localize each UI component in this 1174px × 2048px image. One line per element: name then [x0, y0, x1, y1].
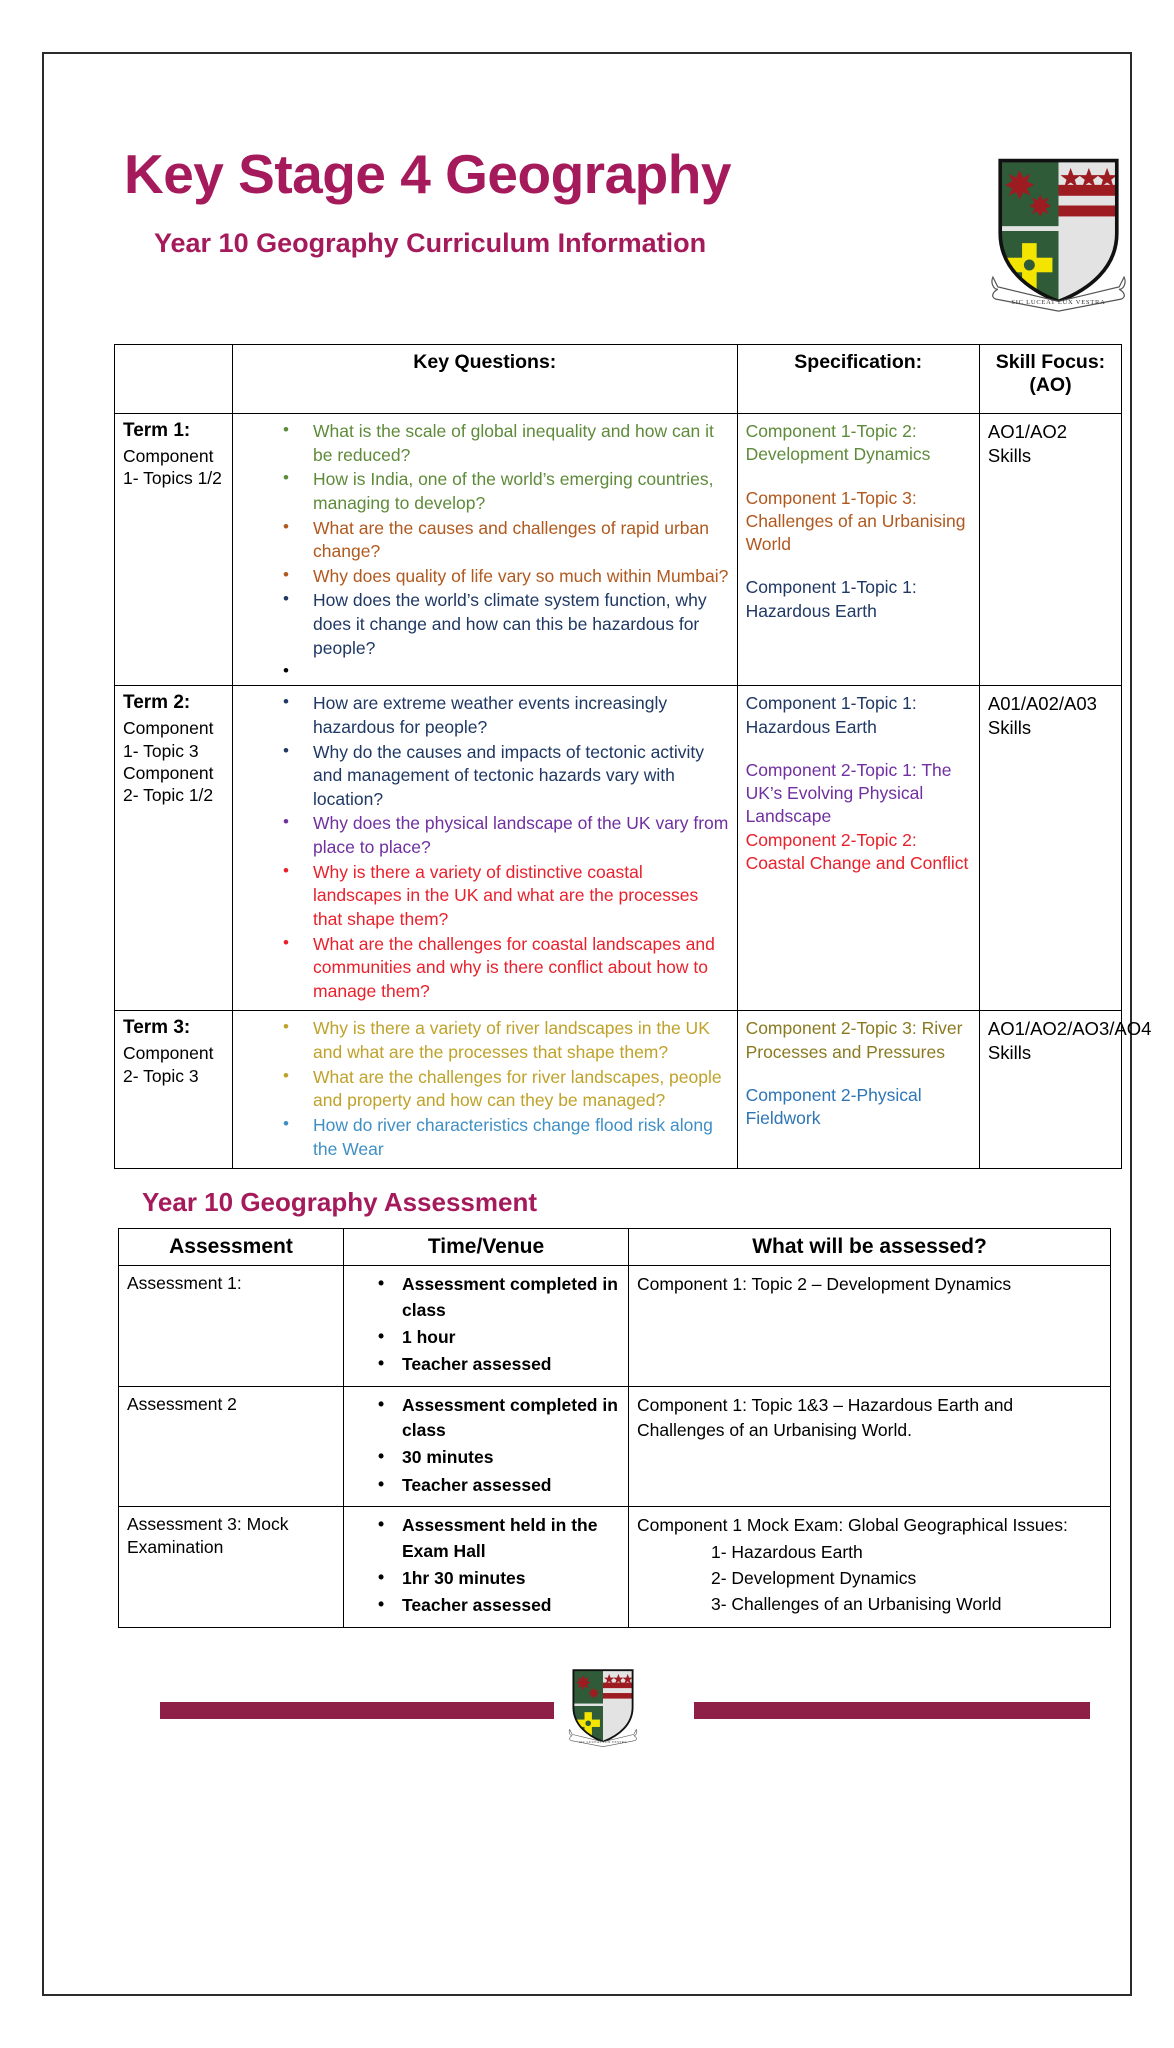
skill-focus-line2: (AO) [1029, 374, 1072, 396]
spec-spacer [746, 739, 971, 759]
specification-line: Component 2-Physical Fieldwork [745, 1084, 922, 1129]
term-label: Term 2: [123, 692, 191, 714]
skill-focus-cell [979, 1011, 1152, 1169]
what-assessed-cell [629, 1266, 1111, 1387]
term-subtitle: Component 2- Topic 3 [123, 1043, 214, 1086]
time-venue-item: • 1 hour [378, 1325, 620, 1350]
assessment-header-row [119, 1229, 1111, 1266]
time-venue-item: • Assessment completed in class [378, 1272, 620, 1323]
time-venue-item: • Teacher assessed [378, 1473, 620, 1498]
time-venue-item: • 30 minutes [378, 1445, 620, 1470]
skill-focus-cell [979, 414, 1121, 686]
key-question-item: • Why do the causes and impacts of tectonic activity and management of tectonic hazards vary with location? [283, 741, 729, 812]
key-questions-list [241, 692, 729, 1003]
skill-focus-line1: Skill Focus: [995, 351, 1106, 373]
assessment-body [119, 1266, 1111, 1628]
assessment-name-cell [119, 1266, 344, 1387]
assessment-name-cell [119, 1386, 344, 1507]
assessment-table [118, 1228, 1111, 1628]
skill-focus-cell [979, 686, 1121, 1011]
term-subtitle: Component 1- Topics 1/2 [123, 446, 222, 489]
what-assessed-numbered-list [637, 1539, 1102, 1618]
header-term [115, 345, 233, 414]
key-question-item: • Why is there a variety of distinctive coastal landscapes in the UK and what are the processes that shape them? [283, 861, 729, 932]
time-venue-list [352, 1272, 620, 1378]
assessment-row [119, 1266, 1111, 1387]
specification-line: Component 1-Topic 3: Challenges of an Urbanising World [745, 487, 966, 555]
document-footer [114, 1644, 1148, 1794]
time-venue-item: • Assessment completed in class [378, 1393, 620, 1444]
key-questions-list [241, 420, 729, 678]
spec-spacer [746, 556, 971, 576]
curriculum-table [114, 344, 1152, 1169]
crest-motto-text-footer: SIC LUCEAT LUX VESTRA [579, 1739, 627, 1744]
term-subtitle: Component 1- Topic 3 Component 2- Topic 1/2 [123, 718, 214, 806]
term-cell [115, 414, 233, 686]
assessment-header-assessment: Assessment [119, 1229, 344, 1266]
footer-bar-left [160, 1702, 554, 1719]
key-question-item: • How are extreme weather events increasingly hazardous for people? [283, 692, 729, 739]
what-assessed-line: Component 1: Topic 1&3 – Hazardous Earth and Challenges of an Urbanising World. [637, 1394, 1014, 1440]
time-venue-cell [344, 1266, 629, 1387]
key-questions-cell [233, 686, 738, 1011]
header-specification: Specification: [737, 345, 979, 414]
specification-line: Component 1-Topic 2: Development Dynamics [745, 421, 931, 465]
what-assessed-cell [629, 1386, 1111, 1507]
footer-bar-right [694, 1702, 1090, 1719]
key-question-item: • How do river characteristics change flood risk along the Wear [283, 1114, 729, 1161]
assessment-row [119, 1386, 1111, 1507]
what-assessed-cell [629, 1507, 1111, 1628]
assessment-row [119, 1507, 1111, 1628]
term-cell [115, 686, 233, 1011]
school-crest-icon [981, 146, 1136, 316]
assessment-name-cell [119, 1507, 344, 1628]
time-venue-item: • 1hr 30 minutes [378, 1566, 620, 1591]
what-assessed-numbered-item: 3- Challenges of an Urbanising World [711, 1594, 1002, 1614]
time-venue-cell [344, 1386, 629, 1507]
key-question-item: • Why does the physical landscape of the UK vary from place to place? [283, 812, 729, 859]
assessment-header-what-assessed: What will be assessed? [629, 1229, 1111, 1266]
what-assessed-line: Component 1 Mock Exam: Global Geographical Issues: [637, 1515, 1068, 1536]
time-venue-cell [344, 1507, 629, 1628]
crest-motto-text: SIC LUCEAT LUX VESTRA [1011, 298, 1106, 306]
assessment-name: Assessment 3: Mock Examination [127, 1514, 289, 1557]
key-question-item: • What are the causes and challenges of rapid urban change? [283, 517, 729, 564]
curriculum-body [115, 414, 1152, 1169]
term-cell [115, 1011, 233, 1169]
key-question-item [283, 661, 729, 678]
header-key-questions: Key Questions: [233, 345, 738, 414]
specification-cell [737, 686, 979, 1011]
table-header-row [115, 345, 1122, 414]
specification-line: Component 1-Topic 1: Hazardous Earth [745, 577, 917, 621]
page-border [42, 52, 1152, 1996]
table-row [115, 1011, 1122, 1169]
what-assessed-numbered-item: 1- Hazardous Earth [711, 1541, 863, 1562]
time-venue-item: • Teacher assessed [378, 1593, 620, 1618]
document-header [114, 143, 1148, 336]
time-venue-item: • Assessment held in the Exam Hall [378, 1513, 620, 1564]
key-question-item: • What are the challenges for coastal landscapes and communities and why is there conflict about how to manage them? [283, 933, 729, 1004]
specification-line: Component 1-Topic 1: Hazardous Earth [745, 693, 917, 737]
page-subtitle: Year 10 Geography Curriculum Information [154, 227, 707, 258]
specification-cell [737, 414, 979, 686]
skill-focus-value: AO1/AO2 Skills [987, 421, 1068, 467]
assessment-header-time-venue: Time/Venue [344, 1229, 629, 1266]
spec-spacer [746, 467, 971, 487]
time-venue-item: • Teacher assessed [378, 1352, 620, 1377]
table-row [115, 686, 1122, 1011]
what-assessed-numbered-item: 2- Development Dynamics [711, 1567, 917, 1588]
what-assessed-line: Component 1: Topic 2 – Development Dynamics [637, 1274, 1012, 1295]
key-question-item: • Why does quality of life vary so much within Mumbai? [283, 565, 729, 589]
skill-focus-value: AO1/AO2/AO3/AO4 Skills [987, 1018, 1152, 1064]
time-venue-list [352, 1393, 620, 1499]
time-venue-list [352, 1513, 620, 1619]
key-question-item: • How does the world’s climate system function, why does it change and how can this be hazardous for people? [283, 589, 729, 660]
specification-line: Component 2-Topic 1: The UK’s Evolving Physical Landscape [745, 759, 952, 827]
key-question-item: • How is India, one of the world’s emerging countries, managing to develop? [283, 468, 729, 515]
assessment-name: Assessment 2 [127, 1393, 237, 1414]
assessment-name: Assessment 1: [127, 1273, 242, 1294]
term-label: Term 3: [123, 1017, 191, 1039]
school-crest-footer-icon [566, 1650, 640, 1762]
specification-cell [737, 1011, 979, 1169]
key-question-item: • What is the scale of global inequality and how can it be reduced? [283, 420, 729, 467]
key-questions-cell [233, 1011, 738, 1169]
page-title: Key Stage 4 Geography [124, 143, 731, 205]
header-skill-focus [979, 345, 1121, 414]
spec-spacer [746, 1064, 971, 1084]
key-question-item: • Why is there a variety of river landscapes in the UK and what are the processes that shape them? [283, 1017, 729, 1064]
key-questions-list [241, 1017, 729, 1161]
page-content [114, 128, 1152, 2028]
key-question-item: • What are the challenges for river landscapes, people and property and how can they be managed? [283, 1066, 729, 1113]
skill-focus-value: A01/A02/A03 Skills [987, 693, 1097, 739]
table-row [115, 414, 1122, 686]
term-label: Term 1: [123, 420, 191, 441]
key-questions-cell [233, 414, 738, 686]
specification-line: Component 2-Topic 3: River Processes and Pressures [745, 1018, 963, 1062]
assessment-section-title: Year 10 Geography Assessment [142, 1187, 538, 1218]
specification-line: Component 2-Topic 2: Coastal Change and Conflict [745, 829, 969, 873]
